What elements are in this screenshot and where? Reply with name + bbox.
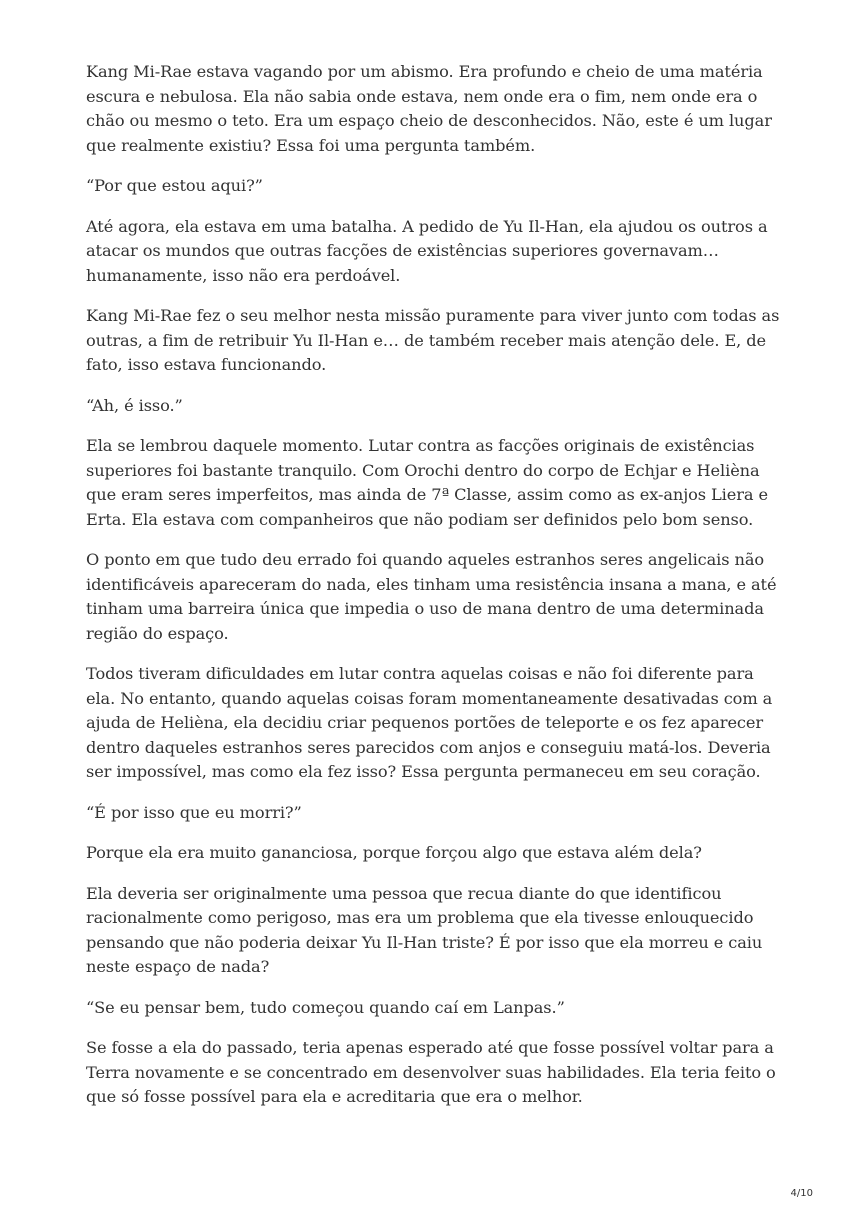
paragraph: Se fosse a ela do passado, teria apenas esperado até que fosse possível voltar para a Terra novamente e se concentrado em desenvolver suas habilidades. Ela teria feito o que só fosse possível para ela e acreditaria que era o melhor. (86, 1038, 776, 1106)
document-body (86, 60, 786, 1126)
paragraph: Todos tiveram dificuldades em lutar contra aquelas coisas e não foi diferente para ela. No entanto, quando aquelas coisas foram momentaneamente desativadas com a ajuda de Helièna, ela decidiu criar pequenos portões de teleporte e os fez aparecer dentro daqueles estranhos seres parecidos com anjos e conseguiu matá-los. Deveria ser impossível, mas como ela fez isso? Essa pergunta permaneceu em seu coração. (86, 664, 773, 781)
paragraph: Até agora, ela estava em uma batalha. A pedido de Yu Il-Han, ela ajudou os outros a atacar os mundos que outras facções de existências superiores governavam… humanamente, isso não era perdoável. (86, 216, 768, 285)
paragraph: Kang Mi-Rae fez o seu melhor nesta missão puramente para viver junto com todas as outras, a fim de retribuir Yu Il-Han e… de também receber mais atenção dele. E, de fato, isso estava funcionando. (86, 306, 780, 374)
paragraph: “Se eu pensar bem, tudo começou quando caí em Lanpas.” (86, 997, 565, 1017)
paragraph: Kang Mi-Rae estava vagando por um abismo. Era profundo e cheio de uma matéria escura e nebulosa. Ela não sabia onde estava, nem onde era o fim, nem onde era o chão ou mesmo o teto. Era um espaço cheio de desconhecidos. Não, este é um lugar que realmente existiu? Essa foi uma pergunta também. (86, 62, 772, 155)
paragraph: Porque ela era muito gananciosa, porque forçou algo que estava além dela? (86, 843, 702, 862)
paragraph: “É por isso que eu morri?” (86, 802, 302, 822)
paragraph: “Ah, é isso.” (86, 395, 183, 415)
paragraph: Ela deveria ser originalmente uma pessoa que recua diante do que identificou racionalmente como perigoso, mas era um problema que ela tivesse enlouquecido pensando que não poderia deixar Yu Il-Han triste? É por isso que ela morreu e caiu neste espaço de nada? (86, 883, 763, 976)
paragraph: Ela se lembrou daquele momento. Lutar contra as facções originais de existências superiores foi bastante tranquilo. Com Orochi dentro do corpo de Echjar e Helièna que eram seres imperfeitos, mas ainda de 7ª Classe, assim como as ex-anjos Liera e Erta. Ela estava com companheiros que não podiam ser definidos pelo bom senso. (86, 436, 768, 529)
paragraph: O ponto em que tudo deu errado foi quando aqueles estranhos seres angelicais não identificáveis apareceram do nada, eles tinham uma resistência insana a mana, e até tinham uma barreira única que impedia o uso de mana dentro de uma determinada região do espaço. (86, 550, 777, 643)
paragraph: “Por que estou aqui?” (86, 176, 263, 195)
page-number: 4/10 (790, 1188, 813, 1199)
